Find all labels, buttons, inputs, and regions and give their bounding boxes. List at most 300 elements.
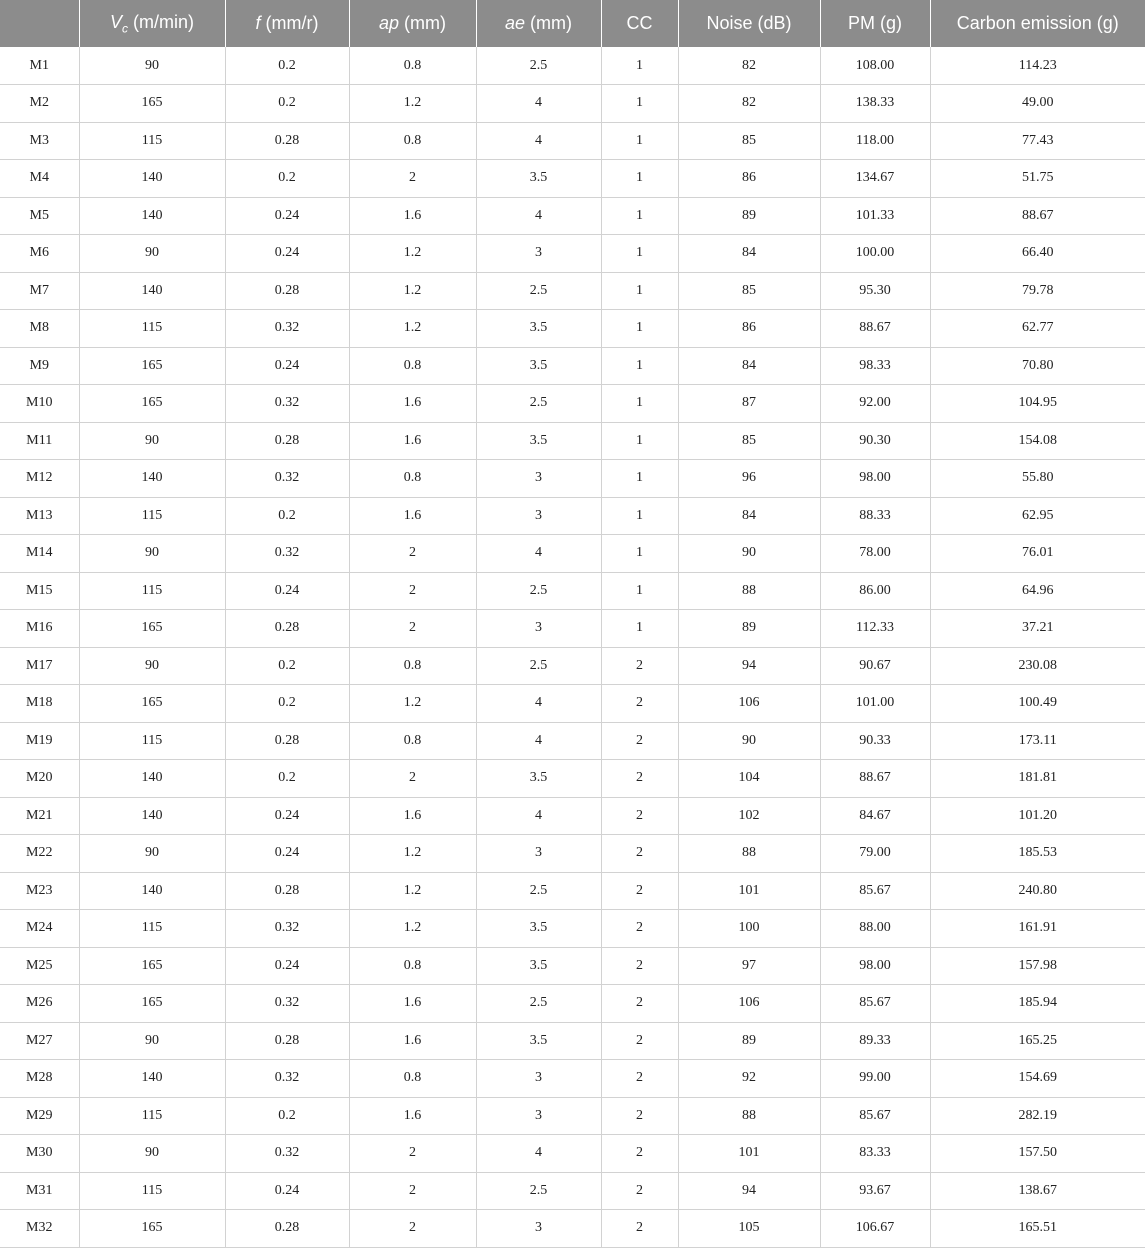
table-row bbox=[0, 722, 1145, 760]
ap-cell: 1.6 bbox=[349, 385, 476, 423]
carbon-cell: 77.43 bbox=[930, 122, 1145, 160]
table-row bbox=[0, 1135, 1145, 1173]
pm-cell: 112.33 bbox=[820, 610, 930, 648]
f-cell: 0.32 bbox=[225, 460, 349, 498]
carbon-cell: 100.49 bbox=[930, 685, 1145, 723]
run-cell: M12 bbox=[0, 460, 79, 498]
f-cell: 0.2 bbox=[225, 760, 349, 798]
header-cc: CC bbox=[601, 0, 678, 47]
carbon-cell: 70.80 bbox=[930, 347, 1145, 385]
noise-cell: 101 bbox=[678, 1135, 820, 1173]
run-cell: M4 bbox=[0, 160, 79, 198]
noise-cell: 104 bbox=[678, 760, 820, 798]
table-row bbox=[0, 235, 1145, 273]
carbon-cell: 161.91 bbox=[930, 910, 1145, 948]
vc-cell: 140 bbox=[79, 760, 225, 798]
pm-cell: 108.00 bbox=[820, 47, 930, 85]
table-row bbox=[0, 797, 1145, 835]
ap-cell: 1.2 bbox=[349, 910, 476, 948]
table-row bbox=[0, 122, 1145, 160]
f-cell: 0.24 bbox=[225, 572, 349, 610]
cc-cell: 2 bbox=[601, 1210, 678, 1248]
cc-cell: 1 bbox=[601, 572, 678, 610]
run-cell: M3 bbox=[0, 122, 79, 160]
f-cell: 0.28 bbox=[225, 122, 349, 160]
f-cell: 0.32 bbox=[225, 910, 349, 948]
carbon-cell: 64.96 bbox=[930, 572, 1145, 610]
ap-cell: 1.2 bbox=[349, 235, 476, 273]
noise-cell: 94 bbox=[678, 647, 820, 685]
ae-cell: 3 bbox=[476, 610, 601, 648]
f-cell: 0.2 bbox=[225, 160, 349, 198]
ae-cell: 4 bbox=[476, 535, 601, 573]
f-cell: 0.2 bbox=[225, 85, 349, 123]
ap-cell: 2 bbox=[349, 160, 476, 198]
cc-cell: 2 bbox=[601, 985, 678, 1023]
carbon-cell: 165.25 bbox=[930, 1022, 1145, 1060]
carbon-cell: 51.75 bbox=[930, 160, 1145, 198]
f-cell: 0.32 bbox=[225, 1135, 349, 1173]
ap-cell: 0.8 bbox=[349, 347, 476, 385]
pm-cell: 134.67 bbox=[820, 160, 930, 198]
header-width-of-cut: ae (mm) bbox=[476, 0, 601, 47]
pm-cell: 99.00 bbox=[820, 1060, 930, 1098]
carbon-cell: 114.23 bbox=[930, 47, 1145, 85]
ap-cell: 0.8 bbox=[349, 1060, 476, 1098]
header-depth-of-cut: ap (mm) bbox=[349, 0, 476, 47]
pm-cell: 78.00 bbox=[820, 535, 930, 573]
table-row bbox=[0, 535, 1145, 573]
table-row bbox=[0, 1210, 1145, 1248]
vc-cell: 115 bbox=[79, 1097, 225, 1135]
noise-cell: 85 bbox=[678, 122, 820, 160]
ap-cell: 1.2 bbox=[349, 85, 476, 123]
run-cell: M26 bbox=[0, 985, 79, 1023]
ae-cell: 3 bbox=[476, 460, 601, 498]
table-row bbox=[0, 310, 1145, 348]
run-cell: M32 bbox=[0, 1210, 79, 1248]
vc-cell: 90 bbox=[79, 422, 225, 460]
run-cell: M31 bbox=[0, 1172, 79, 1210]
carbon-cell: 101.20 bbox=[930, 797, 1145, 835]
f-cell: 0.32 bbox=[225, 310, 349, 348]
ap-cell: 0.8 bbox=[349, 460, 476, 498]
ae-cell: 3.5 bbox=[476, 310, 601, 348]
pm-cell: 93.67 bbox=[820, 1172, 930, 1210]
carbon-cell: 185.94 bbox=[930, 985, 1145, 1023]
carbon-cell: 76.01 bbox=[930, 535, 1145, 573]
run-cell: M6 bbox=[0, 235, 79, 273]
run-cell: M22 bbox=[0, 835, 79, 873]
run-cell: M27 bbox=[0, 1022, 79, 1060]
vc-cell: 140 bbox=[79, 197, 225, 235]
cc-cell: 2 bbox=[601, 1060, 678, 1098]
noise-cell: 90 bbox=[678, 722, 820, 760]
ae-cell: 3.5 bbox=[476, 1022, 601, 1060]
noise-cell: 84 bbox=[678, 235, 820, 273]
cc-cell: 1 bbox=[601, 310, 678, 348]
pm-cell: 106.67 bbox=[820, 1210, 930, 1248]
carbon-cell: 79.78 bbox=[930, 272, 1145, 310]
run-cell: M5 bbox=[0, 197, 79, 235]
ae-cell: 4 bbox=[476, 685, 601, 723]
cc-cell: 1 bbox=[601, 385, 678, 423]
table-row bbox=[0, 272, 1145, 310]
cc-cell: 1 bbox=[601, 235, 678, 273]
ae-cell: 2.5 bbox=[476, 1172, 601, 1210]
vc-cell: 165 bbox=[79, 347, 225, 385]
cc-cell: 2 bbox=[601, 872, 678, 910]
vc-cell: 165 bbox=[79, 610, 225, 648]
ap-cell: 1.6 bbox=[349, 797, 476, 835]
ap-cell: 1.6 bbox=[349, 197, 476, 235]
ae-cell: 3.5 bbox=[476, 910, 601, 948]
carbon-cell: 62.77 bbox=[930, 310, 1145, 348]
vc-cell: 140 bbox=[79, 1060, 225, 1098]
pm-cell: 101.00 bbox=[820, 685, 930, 723]
table-row bbox=[0, 910, 1145, 948]
pm-cell: 88.67 bbox=[820, 310, 930, 348]
ap-cell: 1.6 bbox=[349, 985, 476, 1023]
table-row bbox=[0, 385, 1145, 423]
ae-cell: 4 bbox=[476, 1135, 601, 1173]
f-cell: 0.24 bbox=[225, 235, 349, 273]
vc-cell: 165 bbox=[79, 385, 225, 423]
pm-cell: 90.33 bbox=[820, 722, 930, 760]
ae-cell: 2.5 bbox=[476, 47, 601, 85]
ae-cell: 3.5 bbox=[476, 947, 601, 985]
vc-cell: 90 bbox=[79, 535, 225, 573]
header-pm: PM (g) bbox=[820, 0, 930, 47]
f-cell: 0.2 bbox=[225, 685, 349, 723]
pm-cell: 100.00 bbox=[820, 235, 930, 273]
vc-cell: 90 bbox=[79, 47, 225, 85]
carbon-cell: 88.67 bbox=[930, 197, 1145, 235]
run-cell: M9 bbox=[0, 347, 79, 385]
table-header bbox=[0, 0, 1145, 47]
f-cell: 0.28 bbox=[225, 272, 349, 310]
vc-cell: 115 bbox=[79, 910, 225, 948]
ae-cell: 4 bbox=[476, 197, 601, 235]
ap-cell: 2 bbox=[349, 535, 476, 573]
table-row bbox=[0, 1097, 1145, 1135]
vc-cell: 140 bbox=[79, 160, 225, 198]
noise-cell: 90 bbox=[678, 535, 820, 573]
carbon-cell: 154.69 bbox=[930, 1060, 1145, 1098]
table-row bbox=[0, 572, 1145, 610]
ae-cell: 2.5 bbox=[476, 985, 601, 1023]
vc-cell: 115 bbox=[79, 572, 225, 610]
pm-cell: 98.00 bbox=[820, 947, 930, 985]
vc-cell: 165 bbox=[79, 947, 225, 985]
f-cell: 0.2 bbox=[225, 1097, 349, 1135]
cc-cell: 1 bbox=[601, 85, 678, 123]
ae-cell: 3 bbox=[476, 1210, 601, 1248]
f-cell: 0.24 bbox=[225, 1172, 349, 1210]
carbon-cell: 185.53 bbox=[930, 835, 1145, 873]
carbon-cell: 173.11 bbox=[930, 722, 1145, 760]
cc-cell: 2 bbox=[601, 910, 678, 948]
carbon-cell: 240.80 bbox=[930, 872, 1145, 910]
ae-cell: 3 bbox=[476, 1060, 601, 1098]
carbon-cell: 154.08 bbox=[930, 422, 1145, 460]
noise-cell: 88 bbox=[678, 1097, 820, 1135]
carbon-cell: 138.67 bbox=[930, 1172, 1145, 1210]
run-cell: M2 bbox=[0, 85, 79, 123]
ap-cell: 1.2 bbox=[349, 872, 476, 910]
cc-cell: 2 bbox=[601, 947, 678, 985]
noise-cell: 96 bbox=[678, 460, 820, 498]
f-cell: 0.32 bbox=[225, 535, 349, 573]
vc-cell: 115 bbox=[79, 722, 225, 760]
pm-cell: 85.67 bbox=[820, 872, 930, 910]
noise-cell: 87 bbox=[678, 385, 820, 423]
ae-cell: 3.5 bbox=[476, 422, 601, 460]
vc-cell: 90 bbox=[79, 835, 225, 873]
ap-cell: 2 bbox=[349, 610, 476, 648]
run-cell: M16 bbox=[0, 610, 79, 648]
run-cell: M24 bbox=[0, 910, 79, 948]
f-cell: 0.24 bbox=[225, 797, 349, 835]
table-row bbox=[0, 47, 1145, 85]
noise-cell: 94 bbox=[678, 1172, 820, 1210]
ae-cell: 2.5 bbox=[476, 872, 601, 910]
carbon-cell: 230.08 bbox=[930, 647, 1145, 685]
f-cell: 0.32 bbox=[225, 385, 349, 423]
f-cell: 0.24 bbox=[225, 947, 349, 985]
run-cell: M19 bbox=[0, 722, 79, 760]
header-cutting-speed: $V_c$ (m/min) bbox=[79, 0, 225, 47]
noise-cell: 85 bbox=[678, 272, 820, 310]
ap-cell: 1.6 bbox=[349, 497, 476, 535]
run-cell: M8 bbox=[0, 310, 79, 348]
ap-cell: 0.8 bbox=[349, 722, 476, 760]
carbon-cell: 62.95 bbox=[930, 497, 1145, 535]
noise-cell: 106 bbox=[678, 985, 820, 1023]
vc-cell: 115 bbox=[79, 310, 225, 348]
table-row bbox=[0, 610, 1145, 648]
f-cell: 0.28 bbox=[225, 1022, 349, 1060]
cc-cell: 1 bbox=[601, 460, 678, 498]
pm-cell: 90.30 bbox=[820, 422, 930, 460]
ap-cell: 1.2 bbox=[349, 685, 476, 723]
ap-cell: 2 bbox=[349, 1172, 476, 1210]
ae-cell: 3 bbox=[476, 835, 601, 873]
f-cell: 0.2 bbox=[225, 47, 349, 85]
vc-cell: 165 bbox=[79, 985, 225, 1023]
cc-cell: 2 bbox=[601, 685, 678, 723]
header-carbon-emission: Carbon emission (g) bbox=[956, 13, 1119, 33]
cc-cell: 2 bbox=[601, 647, 678, 685]
run-cell: M28 bbox=[0, 1060, 79, 1098]
run-cell: M23 bbox=[0, 872, 79, 910]
table-row bbox=[0, 872, 1145, 910]
vc-cell: 140 bbox=[79, 460, 225, 498]
noise-cell: 102 bbox=[678, 797, 820, 835]
vc-cell: 90 bbox=[79, 1022, 225, 1060]
ae-cell: 3.5 bbox=[476, 760, 601, 798]
vc-cell: 115 bbox=[79, 497, 225, 535]
run-cell: M18 bbox=[0, 685, 79, 723]
table-row bbox=[0, 647, 1145, 685]
carbon-cell: 282.19 bbox=[930, 1097, 1145, 1135]
pm-cell: 138.33 bbox=[820, 85, 930, 123]
pm-cell: 85.67 bbox=[820, 985, 930, 1023]
f-cell: 0.24 bbox=[225, 197, 349, 235]
noise-cell: 85 bbox=[678, 422, 820, 460]
ap-cell: 0.8 bbox=[349, 47, 476, 85]
f-cell: 0.24 bbox=[225, 347, 349, 385]
cc-cell: 1 bbox=[601, 610, 678, 648]
table-row bbox=[0, 160, 1145, 198]
pm-cell: 98.33 bbox=[820, 347, 930, 385]
f-cell: 0.28 bbox=[225, 872, 349, 910]
vc-cell: 165 bbox=[79, 1210, 225, 1248]
header-row bbox=[0, 0, 1145, 47]
run-cell: M15 bbox=[0, 572, 79, 610]
carbon-cell: 37.21 bbox=[930, 610, 1145, 648]
run-cell: M7 bbox=[0, 272, 79, 310]
table-row bbox=[0, 460, 1145, 498]
pm-cell: 95.30 bbox=[820, 272, 930, 310]
carbon-cell: 157.50 bbox=[930, 1135, 1145, 1173]
ap-cell: 2 bbox=[349, 572, 476, 610]
ae-cell: 4 bbox=[476, 722, 601, 760]
ae-cell: 3.5 bbox=[476, 160, 601, 198]
ap-cell: 1.6 bbox=[349, 1022, 476, 1060]
noise-cell: 82 bbox=[678, 85, 820, 123]
carbon-cell: 55.80 bbox=[930, 460, 1145, 498]
ap-cell: 0.8 bbox=[349, 947, 476, 985]
carbon-cell: 66.40 bbox=[930, 235, 1145, 273]
table-row bbox=[0, 760, 1145, 798]
run-cell: M29 bbox=[0, 1097, 79, 1135]
noise-cell: 106 bbox=[678, 685, 820, 723]
noise-cell: 88 bbox=[678, 572, 820, 610]
ap-cell: 0.8 bbox=[349, 647, 476, 685]
pm-cell: 79.00 bbox=[820, 835, 930, 873]
cc-cell: 2 bbox=[601, 1022, 678, 1060]
carbon-cell: 49.00 bbox=[930, 85, 1145, 123]
cc-cell: 1 bbox=[601, 122, 678, 160]
ae-cell: 2.5 bbox=[476, 272, 601, 310]
run-cell: M25 bbox=[0, 947, 79, 985]
noise-cell: 84 bbox=[678, 497, 820, 535]
cc-cell: 1 bbox=[601, 347, 678, 385]
ap-cell: 1.2 bbox=[349, 310, 476, 348]
run-cell: M1 bbox=[0, 47, 79, 85]
vc-cell: 90 bbox=[79, 235, 225, 273]
pm-cell: 98.00 bbox=[820, 460, 930, 498]
noise-cell: 92 bbox=[678, 1060, 820, 1098]
ae-cell: 3.5 bbox=[476, 347, 601, 385]
noise-cell: 86 bbox=[678, 310, 820, 348]
cc-cell: 2 bbox=[601, 835, 678, 873]
noise-cell: 89 bbox=[678, 610, 820, 648]
carbon-cell: 157.98 bbox=[930, 947, 1145, 985]
cc-cell: 2 bbox=[601, 1135, 678, 1173]
f-cell: 0.28 bbox=[225, 610, 349, 648]
cc-cell: 1 bbox=[601, 197, 678, 235]
noise-cell: 89 bbox=[678, 1022, 820, 1060]
f-cell: 0.28 bbox=[225, 422, 349, 460]
f-cell: 0.32 bbox=[225, 1060, 349, 1098]
ap-cell: 0.8 bbox=[349, 122, 476, 160]
vc-cell: 165 bbox=[79, 685, 225, 723]
noise-cell: 86 bbox=[678, 160, 820, 198]
table-row bbox=[0, 347, 1145, 385]
cc-cell: 1 bbox=[601, 535, 678, 573]
pm-cell: 90.67 bbox=[820, 647, 930, 685]
header-run bbox=[0, 0, 79, 47]
run-cell: M13 bbox=[0, 497, 79, 535]
f-cell: 0.28 bbox=[225, 722, 349, 760]
table-row bbox=[0, 1172, 1145, 1210]
cc-cell: 2 bbox=[601, 797, 678, 835]
vc-cell: 140 bbox=[79, 272, 225, 310]
pm-cell: 89.33 bbox=[820, 1022, 930, 1060]
ae-cell: 2.5 bbox=[476, 572, 601, 610]
run-cell: M10 bbox=[0, 385, 79, 423]
cc-cell: 1 bbox=[601, 272, 678, 310]
ae-cell: 4 bbox=[476, 85, 601, 123]
pm-cell: 88.00 bbox=[820, 910, 930, 948]
carbon-cell: 165.51 bbox=[930, 1210, 1145, 1248]
table-row bbox=[0, 197, 1145, 235]
f-cell: 0.2 bbox=[225, 647, 349, 685]
pm-cell: 118.00 bbox=[820, 122, 930, 160]
vc-cell: 115 bbox=[79, 1172, 225, 1210]
vc-cell: 90 bbox=[79, 1135, 225, 1173]
cc-cell: 2 bbox=[601, 760, 678, 798]
ae-cell: 4 bbox=[476, 797, 601, 835]
ap-cell: 1.2 bbox=[349, 272, 476, 310]
cc-cell: 2 bbox=[601, 722, 678, 760]
pm-cell: 86.00 bbox=[820, 572, 930, 610]
noise-cell: 88 bbox=[678, 835, 820, 873]
vc-cell: 165 bbox=[79, 85, 225, 123]
ap-cell: 2 bbox=[349, 1210, 476, 1248]
run-cell: M21 bbox=[0, 797, 79, 835]
f-cell: 0.2 bbox=[225, 497, 349, 535]
cc-cell: 2 bbox=[601, 1172, 678, 1210]
table-row bbox=[0, 497, 1145, 535]
ap-cell: 1.6 bbox=[349, 422, 476, 460]
noise-cell: 105 bbox=[678, 1210, 820, 1248]
vc-cell: 140 bbox=[79, 797, 225, 835]
pm-cell: 101.33 bbox=[820, 197, 930, 235]
carbon-cell: 181.81 bbox=[930, 760, 1145, 798]
cc-cell: 1 bbox=[601, 160, 678, 198]
f-cell: 0.32 bbox=[225, 985, 349, 1023]
table-row bbox=[0, 685, 1145, 723]
table-row bbox=[0, 1022, 1145, 1060]
ap-cell: 1.2 bbox=[349, 835, 476, 873]
table-row bbox=[0, 85, 1145, 123]
cc-cell: 2 bbox=[601, 1097, 678, 1135]
noise-cell: 100 bbox=[678, 910, 820, 948]
pm-cell: 92.00 bbox=[820, 385, 930, 423]
ae-cell: 2.5 bbox=[476, 385, 601, 423]
ap-cell: 2 bbox=[349, 1135, 476, 1173]
header-feed: f (mm/r) bbox=[225, 0, 349, 47]
ap-cell: 2 bbox=[349, 760, 476, 798]
f-cell: 0.28 bbox=[225, 1210, 349, 1248]
ae-cell: 4 bbox=[476, 122, 601, 160]
carbon-cell: 104.95 bbox=[930, 385, 1145, 423]
header-noise: Noise (dB) bbox=[678, 0, 820, 47]
pm-cell: 84.67 bbox=[820, 797, 930, 835]
